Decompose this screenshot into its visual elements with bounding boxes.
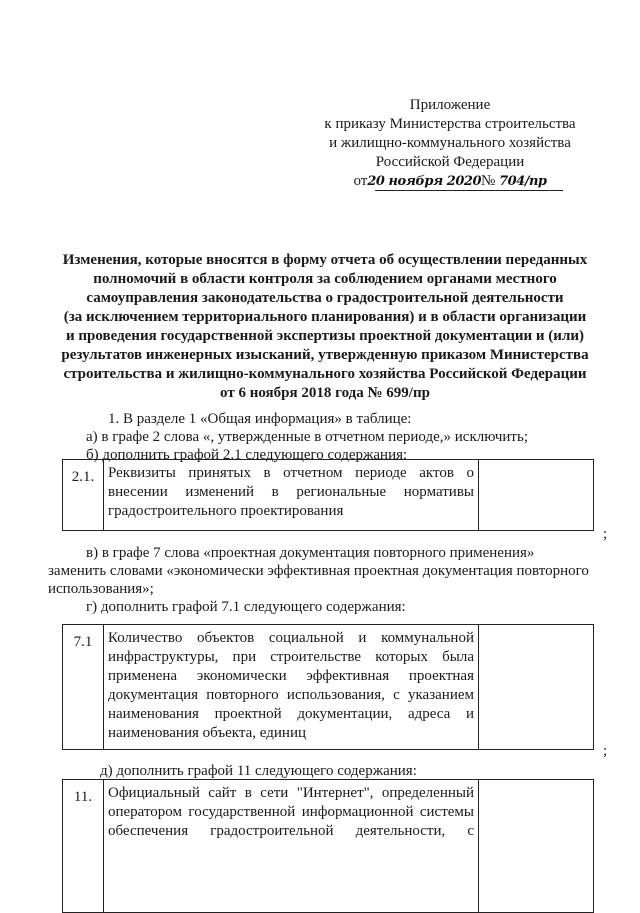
title-line: и проведения государственной экспертизы проектной документации и (или) <box>66 328 584 344</box>
date-line <box>353 172 546 191</box>
title-line: строительства и жилищно-коммунального хозяйства Российской Федерации <box>63 366 587 382</box>
paragraph-1: 1. В разделе 1 «Общая информация» в таблице: <box>108 411 412 427</box>
row-line: инфраструктуры, при строительстве которых была <box>108 649 474 665</box>
paragraph-c-cont: заменить словами «экономически эффективная проектная документация повторного <box>48 563 589 579</box>
title-line: результатов инженерных изысканий, утвержденную приказом Министерства <box>61 347 589 363</box>
row-line: обеспечения градостроительной деятельности, с <box>108 823 474 839</box>
appendix-line: к приказу Министерства строительства <box>324 116 576 132</box>
date-underline <box>375 190 562 191</box>
appendix-line: и жилищно-коммунального хозяйства <box>329 135 571 151</box>
row-description <box>104 780 479 913</box>
semicolon: ; <box>603 526 608 542</box>
title-line: самоуправления законодательства о градостроительной деятельности <box>86 290 564 306</box>
document-title <box>52 251 598 403</box>
empty-value-cell <box>479 625 594 750</box>
title-line: от 6 ноября 2018 года № 699/пр <box>220 385 430 401</box>
appendix-line: Российской Федерации <box>375 154 525 170</box>
number-sign: № <box>481 173 496 189</box>
paragraph-a: а) в графе 2 слова «, утвержденные в отчетном периоде,» исключить; <box>86 429 528 445</box>
row-line: градостроительного проектирования <box>108 503 344 519</box>
empty-value-cell <box>479 780 594 913</box>
row-line: применена экономически эффективная проектная <box>108 668 474 684</box>
empty-value-cell <box>479 460 594 531</box>
appendix-block <box>320 96 580 191</box>
table-row-2-1 <box>62 459 594 531</box>
paragraph-c: в) в графе 7 слова «проектная документация повторного применения» <box>86 545 535 561</box>
row-line: документация повторного использования, с указанием <box>108 687 474 703</box>
appendix-date-row <box>320 172 580 191</box>
row-line: Реквизиты принятых в отчетном периоде актов о <box>108 465 474 481</box>
row-number: 11. <box>63 780 104 913</box>
table-row-7-1 <box>62 624 594 750</box>
paragraph-d: г) дополнить графой 7.1 следующего содержания: <box>86 599 406 615</box>
title-line: (за исключением территориального планирования) и в области организации <box>63 309 587 325</box>
handwritten-number: 704/пр <box>499 174 547 189</box>
row-number: 7.1 <box>63 625 104 750</box>
row-line: наименования объекта, единиц <box>108 725 306 741</box>
title-line: полномочий в области контроля за соблюдением органами местного <box>93 271 557 287</box>
row-line: наименования проектной документации, адреса и <box>108 706 474 722</box>
date-prefix: от <box>353 173 368 189</box>
row-line: Количество объектов социальной и коммунальной <box>108 630 474 646</box>
row-number: 2.1. <box>63 460 104 531</box>
handwritten-date: 20 ноября 2020 <box>367 174 481 189</box>
paragraph-e: д) дополнить графой 11 следующего содержания: <box>100 763 417 779</box>
paragraph-c-cont: использования»; <box>48 581 154 597</box>
semicolon: ; <box>603 743 608 759</box>
appendix-line: Приложение <box>409 97 491 113</box>
title-line: Изменения, которые вносятся в форму отчета об осуществлении переданных <box>62 252 588 268</box>
table-row-11 <box>62 779 594 913</box>
paragraph-b: б) дополнить графой 2.1 следующего содержания: <box>86 447 408 463</box>
row-line: оператором государственной информационной системы <box>108 804 474 820</box>
row-line: внесении изменений в региональные нормативы <box>108 484 474 500</box>
row-description <box>104 460 479 531</box>
row-line: Официальный сайт в сети "Интернет", определенный <box>108 785 474 801</box>
row-description <box>104 625 479 750</box>
